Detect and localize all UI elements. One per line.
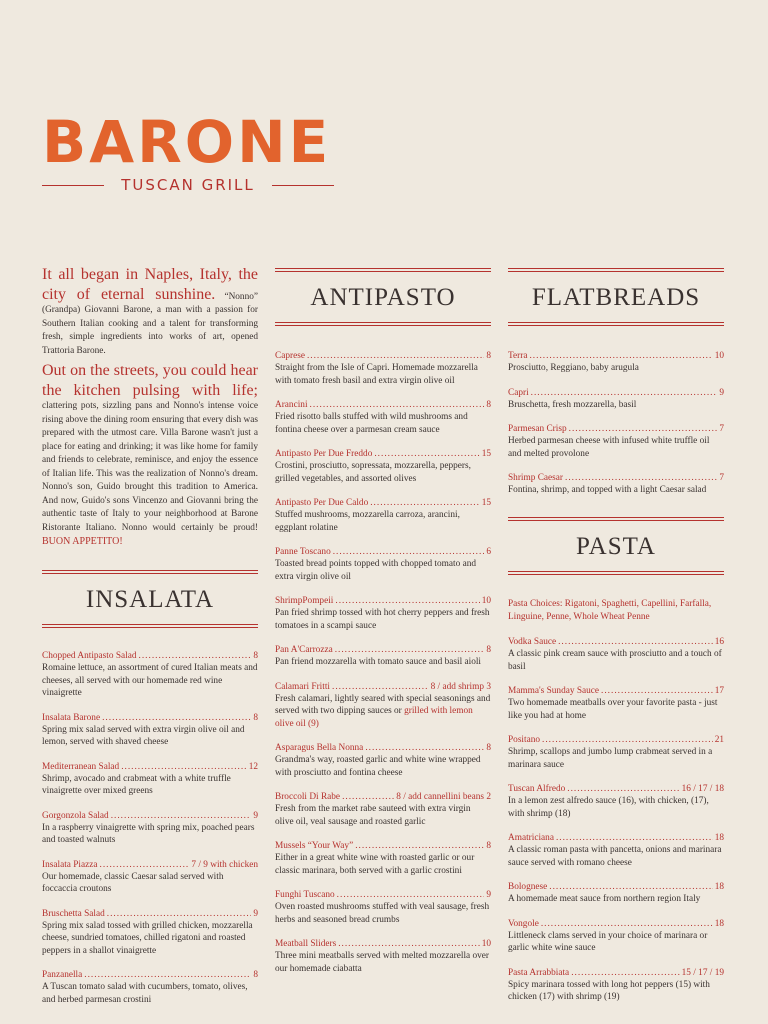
menu-item-name: Panzanella	[42, 970, 83, 980]
menu-item-name: Calamari Fritti	[275, 681, 330, 692]
menu-item-description-text: Shrimp, scallops and jumbo lump crabmeat served in a marinara sauce	[508, 747, 713, 770]
dot-leader	[338, 938, 480, 950]
dot-leader	[541, 918, 713, 930]
menu-item	[275, 742, 491, 779]
menu-item-header	[42, 859, 258, 871]
menu-item-name: Tuscan Alfredo	[508, 784, 566, 794]
dot-leader	[355, 840, 484, 852]
menu-item-header	[275, 938, 491, 950]
menu-item-price: 8	[253, 712, 258, 723]
menu-item-description-text: Our homemade, classic Caesar salad served with foccaccia croutons	[42, 871, 224, 894]
menu-item-name: Antipasto Per Due Caldo	[275, 498, 369, 508]
dot-leader	[567, 783, 679, 795]
menu-item-description	[275, 656, 491, 669]
menu-item-name: Insalata Barone	[42, 712, 101, 723]
menu-item-description-text: Two homemade meatballs over your favorite pasta - just like you had at home	[508, 698, 718, 721]
menu-item-name: Amatriciana	[508, 833, 554, 843]
menu-item-description	[275, 362, 491, 387]
dot-leader	[335, 644, 485, 656]
menu-item-description	[275, 411, 491, 436]
menu-item-description-text: Littleneck clams served in your choice of marinara or garlic white wine sauce	[508, 930, 708, 953]
menu-item-description-text: Stuffed mushrooms, mozzarella carroza, arancini, eggplant rolatine	[275, 510, 460, 533]
menu-item-description	[508, 697, 724, 722]
menu-item-header	[275, 350, 491, 362]
menu-item	[42, 908, 258, 958]
menu-item-price: 12	[248, 761, 258, 772]
menu-item-description-text: Toasted bread points topped with chopped tomato and extra virgin olive oil	[275, 559, 476, 582]
dot-leader	[111, 810, 252, 822]
menu-item-description-text: Fried risotto balls stuffed with wild mushrooms and fontina cheese over a parmesan cream sauce	[275, 412, 468, 435]
menu-item	[42, 712, 258, 749]
section-title: FLATBREADS	[531, 284, 701, 311]
section-heading-flatbreads	[508, 268, 724, 326]
pasta-list-wrap	[508, 598, 724, 1016]
menu-item-description	[275, 607, 491, 632]
menu-item-description-text: A Tuscan tomato salad with cucumbers, tomato, olives, and herbed parmesan crostini	[42, 982, 248, 1005]
menu-item-price: 8 / add shrimp 3	[430, 681, 491, 692]
menu-item-description-text: Fresh calamari, lightly seared with special seasonings and served with two dipping sauces or	[275, 693, 491, 716]
section-heading-pasta	[508, 517, 724, 575]
dot-leader	[100, 859, 190, 871]
menu-item-name: Vodka Sauce	[508, 637, 557, 647]
logo-wordmark: BARONE	[42, 108, 332, 176]
dot-leader	[310, 399, 485, 411]
dot-leader	[565, 472, 717, 484]
dot-leader	[139, 650, 252, 662]
menu-item	[508, 350, 724, 375]
menu-item	[508, 783, 724, 820]
menu-item-header	[508, 967, 724, 979]
menu-item-price: 8	[486, 351, 491, 361]
logo-tagline-row	[42, 176, 334, 194]
dot-leader	[307, 350, 484, 362]
menu-item-name: Antipasto Per Due Freddo	[275, 449, 373, 459]
menu-item-price: 8	[486, 841, 491, 851]
dot-leader	[342, 791, 394, 803]
menu-item-header	[42, 810, 258, 822]
menu-item	[275, 938, 491, 975]
divider	[272, 185, 334, 186]
dot-leader	[102, 712, 251, 724]
menu-item-price: 7	[719, 424, 724, 434]
menu-item	[275, 448, 491, 485]
menu-item-name: Panne Toscano	[275, 547, 331, 557]
dot-leader	[107, 908, 252, 920]
menu-item-header	[508, 734, 724, 746]
menu-item-description	[275, 803, 491, 828]
menu-item-header	[275, 399, 491, 411]
menu-item-description-text: Spicy marinara tossed with long hot peppers (15) with chicken (17) with shrimp (19)	[508, 979, 710, 1002]
intro-story	[42, 265, 258, 553]
divider	[275, 322, 491, 326]
menu-item	[508, 636, 724, 673]
menu-item	[275, 350, 491, 387]
menu-item-price: 15 / 17 / 19	[681, 967, 724, 978]
menu-item-description-text: Pan friend mozzarella with tomato sauce and basil aioli	[275, 657, 482, 667]
menu-item-description-text: A classic roman pasta with pancetta, onions and marinara sauce served with romano cheese	[508, 845, 722, 868]
menu-item-header	[508, 350, 724, 362]
section-heading-insalata	[42, 570, 258, 628]
menu-item	[275, 399, 491, 436]
menu-item-description-text: In a lemon zest alfredo sauce (16), with chicken, (17), with shrimp (18)	[508, 796, 709, 819]
menu-item-description	[508, 795, 724, 820]
menu-item-header	[42, 712, 258, 724]
menu-item-name: Meatball Sliders	[275, 939, 337, 949]
menu-item	[275, 595, 491, 632]
menu-item-description	[42, 871, 258, 896]
menu-item-header	[275, 448, 491, 460]
menu-item-description-text: A classic pink cream sauce with prosciutto and a touch of basil	[508, 649, 722, 672]
dot-leader	[601, 685, 713, 697]
menu-item-name: Terra	[508, 351, 528, 361]
menu-item-price: 16 / 17 / 18	[681, 784, 724, 794]
menu-item-description	[508, 893, 724, 906]
dot-leader	[84, 969, 251, 981]
menu-item-price: 9	[253, 908, 258, 919]
menu-item-price: 8	[253, 970, 258, 980]
menu-item	[508, 881, 724, 906]
dot-leader	[335, 595, 479, 607]
menu-item-header	[275, 644, 491, 656]
menu-item-price: 18	[714, 882, 724, 892]
menu-item-description-text: Spring mix salad tossed with grilled chicken, mozzarella cheese, sundried tomatoes, chilled rigatoni and roasted peppers in a shallot vinaigrette	[42, 920, 253, 956]
menu-item-description-text: Bruschetta, fresh mozzarella, basil	[508, 399, 637, 410]
menu-item-description	[508, 979, 724, 1004]
menu-item-name: Caprese	[275, 351, 305, 361]
menu-item	[275, 546, 491, 583]
menu-item-description-text: Crostini, prosciutto, sopressata, mozzarella, peppers, grilled vegetables, and assorted olives	[275, 461, 471, 484]
menu-item-description-text: Prosciutto, Reggiano, baby arugula	[508, 363, 639, 373]
menu-item-name: Gorgonzola Salad	[42, 810, 109, 821]
section-title: PASTA	[576, 533, 656, 560]
pasta-choices: Pasta Choices: Rigatoni, Spaghetti, Capellini, Farfalla, Linguine, Penne, Whole Wheat Penne	[508, 599, 712, 622]
menu-item-price: 10	[481, 939, 491, 949]
menu-item-price: 18	[714, 918, 724, 929]
menu-item-price: 15	[481, 498, 491, 508]
intro-body-2: clattering pots, sizzling pans and Nonno's intense voice rising above the dining room ensuring that every dish was prepared with the utmost care. Villa Barone wasn't just a place for eating and drinking; it was like home for family and friends to celebrate, reminisce, and enjoy the essence of Italian life. This was the realization of Nonno's dream. Nonno's son, Guido brought this tradition to America. And now, Guido's sons Vincenzo and Giovanni bring the authentic taste of Italy to your neighborhood at Barone Ristorante Italiano. Nonno would certainly be proud!	[42, 401, 258, 533]
intro-signoff: BUON APPETITO!	[42, 536, 123, 547]
menu-item-price: 7 / 9 with chicken	[191, 859, 258, 870]
menu-item-description	[508, 435, 724, 460]
menu-item-header	[508, 832, 724, 844]
menu-item-description-text: Herbed parmesan cheese with infused white truffle oil and melted provolone	[508, 436, 710, 459]
section-heading-antipasto	[275, 268, 491, 326]
menu-item-name: Vongole	[508, 918, 539, 929]
menu-item	[508, 967, 724, 1004]
menu-item	[275, 889, 491, 926]
dot-leader	[332, 681, 429, 693]
menu-item-description-text: A homemade meat sauce from northern region Italy	[508, 894, 701, 904]
menu-item-name: Funghi Tuscano	[275, 890, 335, 900]
menu-item-description-text: In a raspberry vinaigrette with spring mix, poached pears and toasted walnuts	[42, 822, 255, 845]
dot-leader	[571, 967, 679, 979]
menu-item-description	[508, 648, 724, 673]
menu-item-description	[275, 693, 491, 731]
menu-item-name: Shrimp Caesar	[508, 473, 563, 483]
menu-item-price: 17	[714, 686, 724, 696]
menu-item-header	[275, 497, 491, 509]
menu-item-name: Parmesan Crisp	[508, 424, 567, 434]
menu-item-name: Insalata Piazza	[42, 859, 98, 870]
dot-leader	[558, 636, 713, 648]
menu-item-header	[508, 387, 724, 399]
menu-item-price: 10	[714, 351, 724, 361]
menu-item-description-text: Pan fried shrimp tossed with hot cherry peppers and fresh tomatoes in a scampi sauce	[275, 608, 490, 631]
dot-leader	[569, 423, 718, 435]
menu-item-option: grilled with lemon olive oil (9)	[275, 706, 473, 729]
menu-item-header	[508, 472, 724, 484]
menu-item-price: 8 / add cannellini beans 2	[396, 792, 491, 802]
menu-item	[275, 497, 491, 534]
menu-item-description	[508, 844, 724, 869]
menu-item-price: 15	[481, 449, 491, 459]
divider	[42, 624, 258, 628]
menu-item-price: 10	[481, 596, 491, 606]
menu-item-header	[275, 546, 491, 558]
menu-item-description	[275, 950, 491, 975]
menu-item-header	[42, 761, 258, 773]
menu-item-description-text: Oven roasted mushrooms stuffed with veal sausage, fresh herbs and seasoned bread crumbs	[275, 902, 490, 925]
dot-leader	[531, 387, 718, 399]
dot-leader	[529, 350, 712, 362]
menu-item-description-text: Three mini meatballs served with melted mozzarella over our homemade ciabatta	[275, 951, 490, 974]
menu-item	[275, 791, 491, 828]
menu-item-description	[508, 930, 724, 955]
menu-item-description	[42, 662, 258, 700]
menu-item-description	[275, 460, 491, 485]
menu-item-price: 21	[714, 735, 724, 745]
menu-item-header	[508, 783, 724, 795]
menu-item	[508, 734, 724, 771]
menu-item-description	[42, 773, 258, 798]
dot-leader	[542, 734, 713, 746]
menu-item-description-text: Romaine lettuce, an assortment of cured Italian meats and cheeses, all served with our homemade red wine vinaigrette	[42, 663, 258, 698]
menu-item-name: Broccoli Di Rabe	[275, 792, 341, 802]
menu-item	[42, 969, 258, 1006]
menu-item-name: Asparagus Bella Nonna	[275, 743, 364, 753]
menu-item-name: Arancini	[275, 400, 308, 410]
menu-item-name: Mussels “Your Way”	[275, 841, 354, 851]
menu-item-description	[508, 746, 724, 771]
menu-item-description-text: Fontina, shrimp, and topped with a light Caesar salad	[508, 485, 707, 495]
dot-leader	[549, 881, 712, 893]
dot-leader	[333, 546, 485, 558]
menu-item-price: 9	[719, 387, 724, 398]
dot-leader	[370, 497, 479, 509]
menu-item-header	[42, 650, 258, 662]
menu-item-header	[275, 681, 491, 693]
menu-item	[508, 918, 724, 955]
divider	[508, 322, 724, 326]
menu-item-price: 7	[719, 473, 724, 483]
intro-lead-1: It all began in Naples, Italy, the city of eternal sunshine.	[42, 266, 258, 303]
menu-item-description	[42, 920, 258, 958]
intro-paragraph-1	[42, 265, 258, 358]
menu-item	[275, 681, 491, 731]
menu-item	[508, 423, 724, 460]
menu-item	[42, 859, 258, 896]
menu-item	[275, 840, 491, 877]
menu-item-name: Pan A'Carrozza	[275, 645, 333, 655]
section-title: INSALATA	[85, 586, 215, 613]
insalata-list	[42, 650, 258, 1018]
menu-item-name: Positano	[508, 735, 541, 745]
menu-item-description-text: Shrimp, avocado and crabmeat with a white truffle vinaigrette over mixed greens	[42, 773, 231, 796]
menu-item	[42, 761, 258, 798]
dot-leader	[374, 448, 479, 460]
menu-item-price: 18	[714, 833, 724, 843]
menu-item-description	[42, 981, 258, 1006]
menu-item-header	[42, 969, 258, 981]
menu-item-description-text: Straight from the Isle of Capri. Homemade mozzarella with tomato fresh basil and extra virgin olive oil	[275, 363, 478, 386]
pasta-list	[508, 636, 724, 1004]
menu-item	[42, 810, 258, 847]
menu-item-header	[508, 423, 724, 435]
menu-item-name: Capri	[508, 387, 529, 398]
intro-lead-2: Out on the streets, you could hear the kitchen pulsing with life;	[42, 362, 258, 399]
menu-item-description	[275, 852, 491, 877]
menu-item-header	[275, 840, 491, 852]
menu-item-description	[42, 724, 258, 749]
menu-item-name: Bruschetta Salad	[42, 908, 105, 919]
menu-item-description	[275, 509, 491, 534]
menu-item-description	[508, 399, 724, 412]
logo	[42, 108, 334, 194]
menu-item-description-text: Fresh from the market rabe sauteed with extra virgin olive oil, veal sausage and roasted garlic	[275, 804, 471, 827]
dot-leader	[337, 889, 485, 901]
menu-item	[508, 472, 724, 497]
menu-item-price: 8	[486, 400, 491, 410]
menu-item-description	[508, 484, 724, 497]
dot-leader	[121, 761, 247, 773]
menu-item-price: 6	[486, 547, 491, 557]
menu-item-price: 8	[486, 743, 491, 753]
menu-item-header	[42, 908, 258, 920]
menu-item-header	[275, 889, 491, 901]
menu-item-header	[508, 881, 724, 893]
menu-item	[508, 387, 724, 412]
menu-item-name: Bolognese	[508, 882, 548, 892]
divider	[508, 571, 724, 575]
section-title: ANTIPASTO	[310, 284, 456, 311]
intro-body-1: “Nonno” (Grandpa) Giovanni Barone, a man with a passion for Southern Italian cooking and a talent for transforming fresh, simple ingredients into works of art, opened Trattoria Barone.	[42, 291, 258, 356]
menu-item-header	[508, 636, 724, 648]
logo-tagline: TUSCAN GRILL	[121, 176, 255, 194]
menu-item	[508, 685, 724, 722]
menu-item-name: ShrimpPompeii	[275, 596, 334, 606]
menu-item-price: 9	[486, 890, 491, 900]
menu-item-description	[275, 558, 491, 583]
menu-item-name: Mamma's Sunday Sauce	[508, 686, 600, 696]
intro-paragraph-2	[42, 361, 258, 550]
flatbreads-list	[508, 350, 724, 509]
dot-leader	[556, 832, 713, 844]
menu-item-name: Chopped Antipasto Salad	[42, 651, 137, 661]
menu-item-price: 8	[253, 651, 258, 661]
menu-item-price: 8	[486, 645, 491, 655]
menu-item-header	[275, 742, 491, 754]
menu-item-header	[275, 595, 491, 607]
menu-item-description	[275, 901, 491, 926]
menu-item-description	[508, 362, 724, 375]
menu-item-description-text: Either in a great white wine with roasted garlic or our classic marinara, both served with a garlic crostini	[275, 853, 475, 876]
menu-item-description	[42, 822, 258, 847]
menu-item	[508, 832, 724, 869]
menu-item-header	[508, 918, 724, 930]
dot-leader	[365, 742, 484, 754]
menu-item-name: Pasta Arrabbiata	[508, 967, 570, 978]
menu-item-header	[275, 791, 491, 803]
menu-item-header	[508, 685, 724, 697]
menu-item-description-text: Grandma's way, roasted garlic and white wine wrapped with prosciutto and fontina cheese	[275, 755, 481, 778]
menu-item	[42, 650, 258, 700]
menu-item-price: 16	[714, 637, 724, 647]
menu-item-name: Mediterranean Salad	[42, 761, 120, 772]
antipasto-list	[275, 350, 491, 987]
menu-item-description-text: Spring mix salad served with extra virgin olive oil and lemon, served with shaved cheese	[42, 724, 245, 747]
menu-item-description	[275, 754, 491, 779]
menu-item	[275, 644, 491, 669]
menu-item-price: 9	[253, 810, 258, 821]
